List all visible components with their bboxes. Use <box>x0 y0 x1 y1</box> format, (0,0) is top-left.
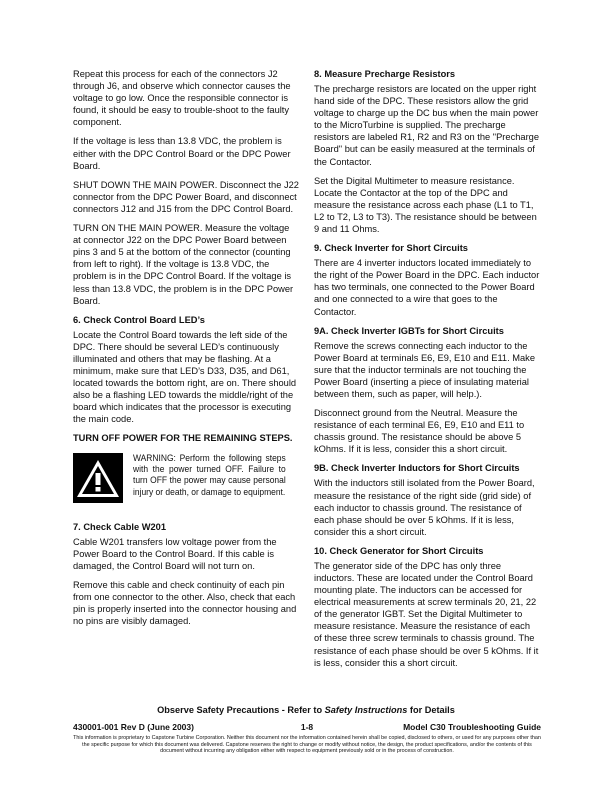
section-heading-9b: 9B. Check Inverter Inductors for Short Circuits <box>314 463 520 474</box>
section-heading-7: 7. Check Cable W201 <box>73 521 167 532</box>
paragraph: Repeat this process for each of the connectors J2 through J6, and observe which connector causes the voltage to go low. Once the responsible connector is found, it should be easy to trouble-shoot to the faulty component. <box>73 69 291 128</box>
paragraph: Set the Digital Multimeter to measure resistance. Locate the Contactor at the top of the DPC and measure the resistance across each phase (L1 to T1, L2 to T2, L3 to T3). The resistance should be between 9 and 11 Ohms. <box>314 175 537 235</box>
doc-number: 430001-001 Rev D (June 2003) <box>73 722 194 732</box>
paragraph: SHUT DOWN THE MAIN POWER. Disconnect the J22 connector from the DPC Power Board, and disconnect connectors J12 and J15 from the DPC Control Board. <box>73 179 299 214</box>
safety-footer <box>0 705 612 715</box>
paragraph: If the voltage is less than 13.8 VDC, the problem is either with the DPC Control Board or the DPC Power Board. <box>73 136 291 171</box>
paragraph: Remove this cable and check continuity of each pin from one connector to the other. Also, check that each pin is properly inserted into the connector housing and no pins are visibly damaged. <box>73 579 297 627</box>
paragraph: TURN ON THE MAIN POWER. Measure the voltage at connector J22 on the DPC Power Board between pins 3 and 5 at the bottom of the connector (counting from left to right). If the voltage is 13.8 VDC, the problem is in the DPC Control Board. If the voltage is less than 13.8 VDC, the problem is in the DPC Power Board. <box>73 223 294 306</box>
paragraph: There are 4 inverter inductors located immediately to the right of the Power Board in the DPC. Each inductor has two terminals, one connected to the Power Board and one connected to a wire that goes to the Contactor. <box>314 258 540 317</box>
section-heading-9a: 9A. Check Inverter IGBTs for Short Circuits <box>314 325 504 336</box>
warning-text: WARNING: Perform the following steps with the power turned OFF. Failure to turn OFF the power may cause personal injury or death, or damage to equipment. <box>133 452 286 497</box>
paragraph: The precharge resistors are located on the upper right hand side of the DPC. These resistors allow the grid voltage to charge up the DC bus when the main power to the MicroTurbine is supplied. The precharge resistors are labeled R1, R2 and R3 on the "Precharge Board" but can be easily measured at the terminals of the Contactor. <box>314 84 540 167</box>
paragraph: Cable W201 transfers low voltage power from the Power Board to the Control Board. If this cable is damaged, the Control Board will not turn on. <box>73 536 277 571</box>
section-heading-10: 10. Check Generator for Short Circuits <box>314 545 484 556</box>
proprietary-notice: This information is proprietary to Capstone Turbine Corporation. Neither this document nor the information contained herein shall be copied, disclosed to others, or used for any purposes other than the specific purpose for which this document was delivered. Capstone reserves the right to change or modify without notice, the design, the product specifications, and/or the contents of this document without incurring any obligation either with respect to equipment previously sold or in the process of construction. <box>73 735 541 755</box>
warning-triangle-icon <box>73 453 123 503</box>
safety-instructions-ref: Safety Instructions <box>324 705 408 715</box>
section-heading-6: 6. Check Control Board LED’s <box>73 314 205 325</box>
right-column <box>314 68 540 676</box>
paragraph: Locate the Control Board towards the left side of the DPC. There should be several LED’s continuously illuminated and others that may be flashing. At a minimum, make sure that LED’s D33, D35, and D61, located towards the bottom right, are on. There should also be a flashing LED towards the middle/right of the board which indicates that the processor is executing the main code. <box>73 329 297 425</box>
power-off-notice: TURN OFF POWER FOR THE REMAINING STEPS. <box>73 433 293 444</box>
guide-title: Model C30 Troubleshooting Guide <box>403 722 541 732</box>
paragraph: Remove the screws connecting each inductor to the Power Board at terminals E6, E9, E10 and E11. Make sure that the inductor terminals are not touching the Power Board (inserting a piece of insulating material between them, such as paper, will help.). <box>314 340 536 399</box>
section-heading-9: 9. Check Inverter for Short Circuits <box>314 243 468 254</box>
safety-suffix: for Details <box>407 705 455 715</box>
warning-block <box>73 453 299 503</box>
paragraph: With the inductors still isolated from the Power Board, measure the resistance of the right side (grid side) of each inductor to chassis ground. The resistance of each phase should be over 5 kOhms. If it is less, consider this a short circuit. <box>314 478 535 537</box>
safety-prefix: Observe Safety Precautions - Refer to <box>157 705 325 715</box>
page-number: 1-8 <box>300 722 314 732</box>
section-heading-8: 8. Measure Precharge Resistors <box>314 69 456 79</box>
paragraph: Disconnect ground from the Neutral. Measure the resistance of each terminal E6, E9, E10 and E11 to chassis ground. The resistance should be above 5 kOhms. If it is less, consider this a short circuit. <box>314 408 525 455</box>
paragraph: The generator side of the DPC has only three inductors. These are located under the Control Board mounting plate. The inductors can be accessed for electrical measurements at screw terminals 20, 21, 22 of the generator IGBT. Set the Digital Multimeter to measure resistance. Measure the resistance of each of these three screw terminals to chassis ground. The resistance of each phase should be over 5 kOhms. If it is less, consider this a short circuit. <box>314 560 539 668</box>
left-column <box>73 68 299 634</box>
